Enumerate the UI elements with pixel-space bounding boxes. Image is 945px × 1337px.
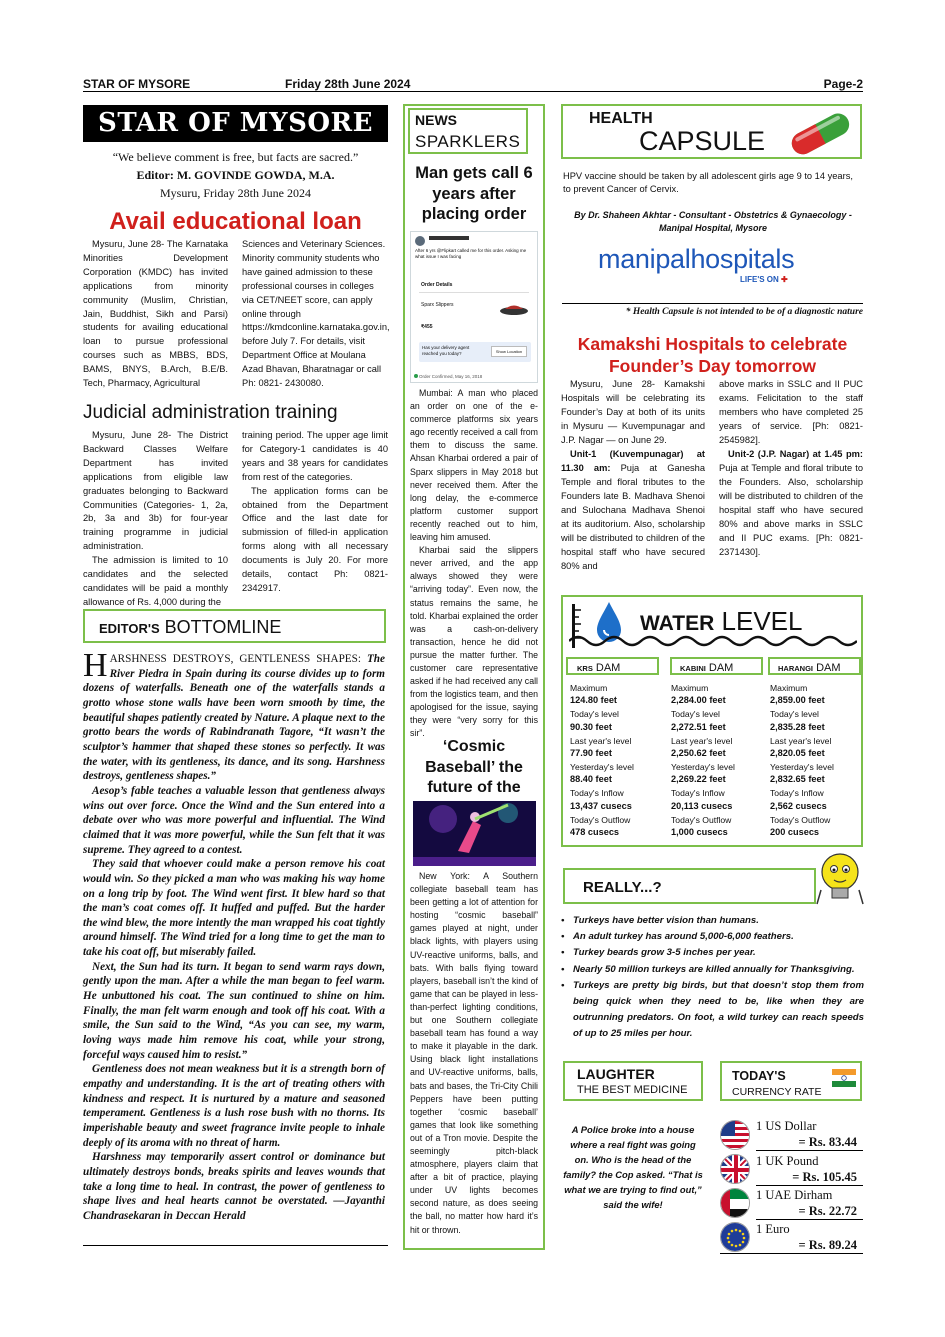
really-item-text: Turkeys have better vision than humans.	[573, 915, 759, 926]
delivery-note-box	[419, 342, 531, 362]
wave-icon	[569, 633, 857, 647]
loan-text-1: Mysuru, June 28- The Karnataka Minorities Development Corporation (KMDC) has invited applications from minority community (Muslim, Christian, Jain, Buddhist, Sikh and Parsi) students for availing educational loan to pursue professional courses such as MBBS, BDS, BAMS, BNYS, B.Arch, B.E/B. Tech, Pharmacy, Agricultural	[83, 239, 228, 389]
story2-p1: New York: A Southern collegiate baseball team has been getting a lot of attention for hosting “cosmic baseball” games played at night, under black lights, with players using UV-reactive uniforms, balls, and bats. With balls flying toward players, baseball isn’t the kind of game that can be played in less-than-perfect lighting conditions, but one Southern collegiate baseball team has found a way to make it playable in the dark. Using black light installations and UV-reactive uniforms, balls, bats and bases, the Tri-City Chili Peppers have been putting together ‘cosmic baseball’ games that look like something out of a Tron movie. Despite the seemingly pitch-black atmosphere, players claim that after a bit of practice, playing under UV lights becomes second nature, as does seeing the ball, no matter how hard it’s hit or thrown.	[410, 871, 538, 1235]
currency-unit-usd: 1 US Dollar	[756, 1119, 817, 1133]
krs-yest-label: Yesterday's level	[570, 761, 634, 772]
currency-value-gbp: = Rs. 105.45	[792, 1170, 857, 1184]
manipal-tagline-text: LIFE'S ON	[740, 275, 779, 284]
krs-last: 77.90 feet	[570, 748, 612, 759]
drop-cap: H	[83, 647, 108, 684]
judicial-text-4: The application forms can be obtained from the Department Office and the last date for submission of filled-in application forms along with all necessary documents is July 20. For more details, contact Ph: 0821- 2342917.	[242, 485, 388, 593]
kabini-last-label: Last year's level	[671, 735, 733, 746]
krs-max: 124.80 feet	[570, 695, 617, 706]
loan-col1	[83, 238, 228, 391]
bottomline-title-box	[83, 609, 386, 643]
water-title-bold: WATER	[640, 612, 715, 635]
dam-label-krs: DAM	[595, 662, 621, 674]
harangi-yest: 2,832.65 feet	[770, 774, 825, 785]
harangi-inflow-label: Today's Inflow	[770, 788, 824, 799]
currency-divider	[756, 1150, 863, 1151]
krs-inflow-label: Today's Inflow	[570, 788, 624, 799]
uae-flag-icon	[720, 1188, 750, 1218]
currency-list	[720, 1116, 863, 1256]
kamakshi-text-3: above marks in SSLC and II PUC exams. Felicitation to the staff members who have completed 25 years of service. [Ph: 0821-2545982].	[719, 379, 863, 445]
story2-body	[410, 870, 538, 1237]
health-title-top: HEALTH	[589, 110, 653, 127]
bottomline-body	[83, 647, 385, 1224]
krs-outflow: 478 cusecs	[570, 826, 620, 837]
page-header	[83, 77, 863, 92]
laughter-title-bottom: THE BEST MEDICINE	[577, 1084, 688, 1096]
kabini-last: 2,250.62 feet	[671, 748, 726, 759]
krs-outflow-label: Today's Outflow	[570, 814, 631, 825]
judicial-text-1: Mysuru, June 28- The District Backward Classes Welfare Department has invited applications from eligible law graduates belonging to Backward Communities (Categories- 1, 2a, 2b, 3a and 3b) for four-year training programme in judicial administration.	[83, 430, 228, 552]
bottomline-p4: Next, the Sun had its turn. It began to send warm rays down, gently upon the man. After a while the man began to feel warm. He unbuttoned his coat. The sun continued to shine on him. Finally, the man felt warm enough and took off his coat. With a smile, the Sun said to the Wind, “As you can see, my warm, loving ways made him remove his coat, while your strong, forceful ways caused him to resist.”	[83, 960, 385, 1061]
story1-p1: Mumbai: A man who placed an order on one of the e-commerce platforms six years ago recently received a call from them to discuss the same. Ahsan Kharbai ordered a pair of Sparx slippers in May 2018 but never received them. After the long delay, the e-commerce platform customer support recently reached out to him, leaving him amused.	[410, 388, 538, 543]
krs-max-label: Maximum	[570, 683, 608, 693]
currency-title-top: TODAY'S	[732, 1069, 786, 1083]
story1-p2: Kharbai said the slippers never arrived, and the app always showed they were “arriving today”. Even now, the status remains the same, he told. Kharbai explained the order was a cash-on-delivery transaction, hence he did not pursue the matter further. The customer care representative asked if he had received any call from the logistics team, and then apologised for the issue, saying they were “very sorry for this sir”.	[410, 545, 538, 739]
really-list	[561, 913, 864, 1043]
krs-inflow: 13,437 cusecs	[570, 800, 632, 811]
really-item-text: Nearly 50 million turkeys are killed annually for Thanksgiving.	[573, 963, 855, 975]
kamakshi-text-4: Puja at Temple and floral tribute to the Founders. Also, scholarship will be distributed to children of the hospital staff who have secured 80% and above marks in SSLC and II PUC exams. [Ph: 0821-2371430].	[719, 463, 863, 557]
dam-col-krs	[570, 682, 666, 838]
dam-name-harangi: HARANGI	[778, 664, 813, 673]
sparklers-title-box	[408, 108, 528, 154]
judicial-col2	[242, 429, 388, 596]
health-note: * Health Capsule is not intended to be of a diagnostic nature	[562, 303, 863, 317]
sparklers-title-top: NEWS	[415, 112, 457, 128]
kabini-max: 2,284.00 feet	[671, 695, 726, 706]
plus-icon: ✚	[781, 275, 788, 284]
kabini-outflow: 1,000 cusecs	[671, 826, 728, 837]
paper-logo: STAR OF MYSORE	[83, 105, 388, 142]
krs-last-label: Last year's level	[570, 735, 632, 746]
kamakshi-headline: Kamakshi Hospitals to celebrate Founder’s Day tomorrow	[577, 334, 848, 376]
kabini-yest: 2,269.22 feet	[671, 774, 726, 785]
bottomline-p5: Gentleness does not mean weakness but it is a strength born of empathy and understanding. It is the art of treating others with kindness and respect. It is nurtured by a mature and seasoned temperament. Gentleness is a lush rose bush with no thorns. Its imperishable beauty and sweet fragrance invite people to inhale deeply of its aroma with no threat of harm.	[83, 1063, 385, 1149]
health-byline: By Dr. Shaheen Akhtar - Consultant - Obstetrics & Gynaecology - Manipal Hospital, Mysore	[574, 210, 852, 233]
header-page-number: Page-2	[823, 77, 863, 91]
health-text: HPV vaccine should be taken by all adolescent girls age 9 to 14 years, to prevent Cancer of Cervix.	[563, 171, 853, 194]
harangi-today: 2,835.28 feet	[770, 721, 825, 732]
currency-title-box	[720, 1061, 862, 1101]
kamakshi-text-1: Mysuru, June 28- Kamakshi Hospitals will be celebrating its Founder’s Day at both of its units in Mysuru — Kuvempunagar and J.P. Nagar — on June 29.	[561, 379, 705, 445]
avatar	[415, 236, 425, 246]
laughter-title-top: LAUGHTER	[577, 1066, 655, 1082]
dam-label-kabini: DAM	[708, 662, 734, 674]
harangi-inflow: 2,562 cusecs	[770, 800, 827, 811]
harangi-last-label: Last year's level	[770, 735, 832, 746]
kamakshi-col1	[561, 377, 705, 573]
manipal-tagline	[740, 275, 788, 284]
krs-today: 90.30 feet	[570, 721, 612, 732]
bottomline-p6: Harshness may temporarily assert control or dominance but ultimately destroys bonds, breaks spirits and leaves wounds that take a long time to heal. In contrast, the power of gentleness to shape lives and heal hearts cannot be overstated. —Jayanthi Chandrasekaran in Deccan Herald	[83, 1151, 385, 1222]
list-item: • Turkeys are pretty big birds, but that doesn’t stop them from being quick when they need to be, like when they are outrunning predators. On foot, a wild turkey can reach speeds of up to 25 miles per hour.	[561, 979, 864, 1040]
india-flag-icon	[832, 1069, 856, 1087]
tweet-user	[429, 236, 469, 240]
kamakshi-text-2: Puja at Ganesha Temple and floral tributes to the Founders late B. Madhava Shenoi and Sulochana Madhava Shenoi at its auditorium. Also, scholarship will be distributed to children of the hospital staff who have secured 80% and	[561, 463, 705, 571]
list-item: • Turkey beards grow 3-5 inches per year.	[561, 947, 756, 959]
bottomline-title-bold: EDITOR'S	[99, 621, 160, 636]
editor-name: Editor: M. GOVINDE GOWDA, M.A.	[136, 168, 335, 182]
currency-divider	[756, 1219, 863, 1220]
judicial-text-3: training period. The upper age limit for Category-1 candidates is 40 years and 38 years for candidates from rest of the categories.	[242, 430, 388, 482]
currency-value-eur: = Rs. 89.24	[798, 1238, 857, 1252]
motto: “We believe comment is free, but facts are sacred.”	[112, 150, 359, 164]
list-item: • Turkeys have better vision than humans.	[561, 915, 759, 926]
dam-col-kabini	[671, 682, 767, 838]
bottomline-p1: The River Piedra in Spain during its course divides up to form dozens of waterfalls. Beneath one of the waterfalls stands a grotto whose stone walls have been worn smooth by time, the beautiful shapes patiently created by Nature. A plaque next to the grotto bears the words of Rabindranath Tagore, “It wasn’t the sculptor’s hammer that shaped these stones so perfectly. It was the water, with its gentleness, its dance, and its song. Harshness destroys, gentleness shapes.”	[83, 653, 385, 783]
currency-divider	[720, 1253, 863, 1254]
currency-unit-eur: 1 Euro	[756, 1222, 790, 1236]
bottomline-rule	[83, 1245, 388, 1246]
bottomline-p2: Aesop’s fable teaches a valuable lesson that gentleness always wins out over force. Once the Wind and the Sun entered into a debate over who was more powerful and influential. The Wind claimed that it was more powerful, while the Sun felt that it was supreme. They agreed to a contest.	[83, 784, 385, 856]
krs-yest: 88.40 feet	[570, 774, 612, 785]
story2-headline: ‘Cosmic Baseball’ the future of the	[425, 738, 523, 796]
us-flag-icon	[720, 1120, 750, 1150]
laughter-title-box	[563, 1061, 703, 1101]
manipal-logo: manipalhospitals	[598, 244, 795, 274]
sparklers-title-bottom: SPARKLERS	[415, 132, 521, 151]
judicial-col1	[83, 429, 228, 610]
krs-today-label: Today's level	[570, 709, 619, 720]
dam-col-harangi	[770, 682, 860, 838]
show-location-button[interactable]: Show Location	[491, 346, 527, 357]
dam-header-krs	[566, 657, 659, 675]
dateline: Mysuru, Friday 28th June 2024	[160, 186, 311, 200]
harangi-last: 2,820.05 feet	[770, 748, 825, 759]
dam-name-krs: KRS	[577, 664, 593, 673]
kabini-today: 2,272.51 feet	[671, 721, 726, 732]
header-date: Friday 28th June 2024	[285, 77, 411, 91]
harangi-outflow-label: Today's Outflow	[770, 814, 831, 825]
order-confirmed: Order Confirmed, May 16, 2018	[419, 374, 483, 379]
slipper-icon	[499, 302, 529, 316]
loan-text-2: Sciences and Veterinary Sciences. Minority community students who have gained admission to these professional courses in colleges via CET/NEET score, can apply online through https://kmdconline.karnataka.gov.in, before July 7. For details, visit Department Office at Moulana Azad Bhavan, Bharatnagar or call Ph: 0821- 2430080.	[242, 239, 390, 389]
currency-unit-gbp: 1 UK Pound	[756, 1154, 819, 1168]
harangi-max-label: Maximum	[770, 683, 808, 693]
really-item-text: Turkeys are pretty big birds, but that doesn’t stop them from being quick when they need to be, like when they are outrunning predators. On foot, a wild turkey can reach speeds of up to 25 miles per hour.	[573, 979, 864, 1040]
currency-value-usd: = Rs. 83.44	[798, 1135, 857, 1149]
kabini-inflow-label: Today's Inflow	[671, 788, 725, 799]
bottomline-lead: ARSHNESS DESTROYS, GENTLENESS SHAPES:	[109, 653, 361, 665]
laughter-joke: A Police broke into a house where a real fight was going on. Who is the head of the family? the Cop asked. “That is what we are trying to find out,” said the wife!	[563, 1124, 703, 1210]
loan-headline: Avail educational loan	[109, 208, 362, 235]
judicial-text-2: The admission is limited to 10 candidates and the selected candidates will be paid a monthly allowance of Rs. 4,000 during the	[83, 555, 228, 607]
really-title-box	[563, 868, 816, 904]
bottomline-p3: They said that whoever could make a person remove his coat would win. So they picked a man who was making his way home on a long trip by foot. The Wind went first. It blew hard so that the man’s coat comes off. It huffed and puffed. But the harder the wind blew, the more intently the man wrapped his coat tightly around himself. The Wind tried for a long time to get the man to take his coat off, but miserably failed.	[83, 858, 385, 959]
lightbulb-icon	[815, 850, 865, 908]
product-name: Sparx Slippers	[421, 302, 454, 308]
eu-flag-icon	[720, 1222, 750, 1252]
really-item-text: Turkey beards grow 3-5 inches per year.	[573, 947, 756, 959]
kabini-outflow-label: Today's Outflow	[671, 814, 732, 825]
harangi-yest-label: Yesterday's level	[770, 761, 834, 772]
health-title-box	[561, 104, 862, 159]
really-title: REALLY...?	[583, 879, 662, 896]
harangi-outflow: 200 cusecs	[770, 826, 820, 837]
dam-name-kabini: KABINI	[680, 664, 706, 673]
currency-divider	[756, 1185, 863, 1186]
dam-header-kabini	[670, 657, 763, 675]
capsule-icon	[781, 109, 859, 157]
kamakshi-unit1: Unit-1 (Kuvempunagar) at 11.30 am:	[561, 449, 705, 473]
kabini-yest-label: Yesterday's level	[671, 761, 735, 772]
delivery-note: Has your delivery agent reached you today?	[422, 345, 470, 356]
currency-unit-aed: 1 UAE Dirham	[756, 1188, 833, 1202]
health-title-bottom: CAPSULE	[639, 126, 766, 156]
story1-body	[410, 387, 538, 741]
story1-headline: Man gets call 6 years after placing order	[415, 164, 533, 223]
really-item-text: An adult turkey has around 5,000-6,000 feathers.	[573, 931, 794, 943]
kabini-inflow: 20,113 cusecs	[671, 800, 733, 811]
kamakshi-col2	[719, 377, 863, 559]
list-item: • An adult turkey has around 5,000-6,000 feathers.	[561, 931, 794, 943]
harangi-max: 2,859.00 feet	[770, 695, 825, 706]
tweet-text: After 6 yrs @Flipkart called me for this order. Asking me what issue I was facing	[415, 248, 527, 259]
order-details-label: Order Details	[421, 282, 453, 288]
kamakshi-unit2: Unit-2 (J.P. Nagar) at 1.45 pm:	[728, 449, 863, 459]
kabini-today-label: Today's level	[671, 709, 720, 720]
uk-flag-icon	[720, 1154, 750, 1184]
judicial-headline: Judicial administration training	[83, 402, 338, 423]
water-title-rest: LEVEL	[721, 606, 803, 636]
kabini-max-label: Maximum	[671, 683, 709, 693]
loan-col2	[242, 238, 388, 391]
dam-header-harangi	[768, 657, 861, 675]
currency-value-aed: = Rs. 22.72	[798, 1204, 857, 1218]
list-item: • Nearly 50 million turkeys are killed annually for Thanksgiving.	[561, 963, 855, 975]
baseball-image	[413, 801, 536, 866]
bottomline-title	[99, 617, 281, 638]
tweet-image	[410, 231, 538, 383]
harangi-today-label: Today's level	[770, 709, 819, 720]
currency-title-bottom: CURRENCY RATE	[732, 1086, 822, 1098]
bottomline-title-rest: BOTTOMLINE	[164, 617, 282, 637]
header-paper-name: STAR OF MYSORE	[83, 77, 191, 91]
dam-label-harangi: DAM	[816, 662, 841, 674]
dam-table	[566, 657, 858, 843]
product-price: ₹455	[421, 324, 433, 330]
check-icon	[414, 374, 418, 378]
editorial-box	[83, 148, 388, 202]
